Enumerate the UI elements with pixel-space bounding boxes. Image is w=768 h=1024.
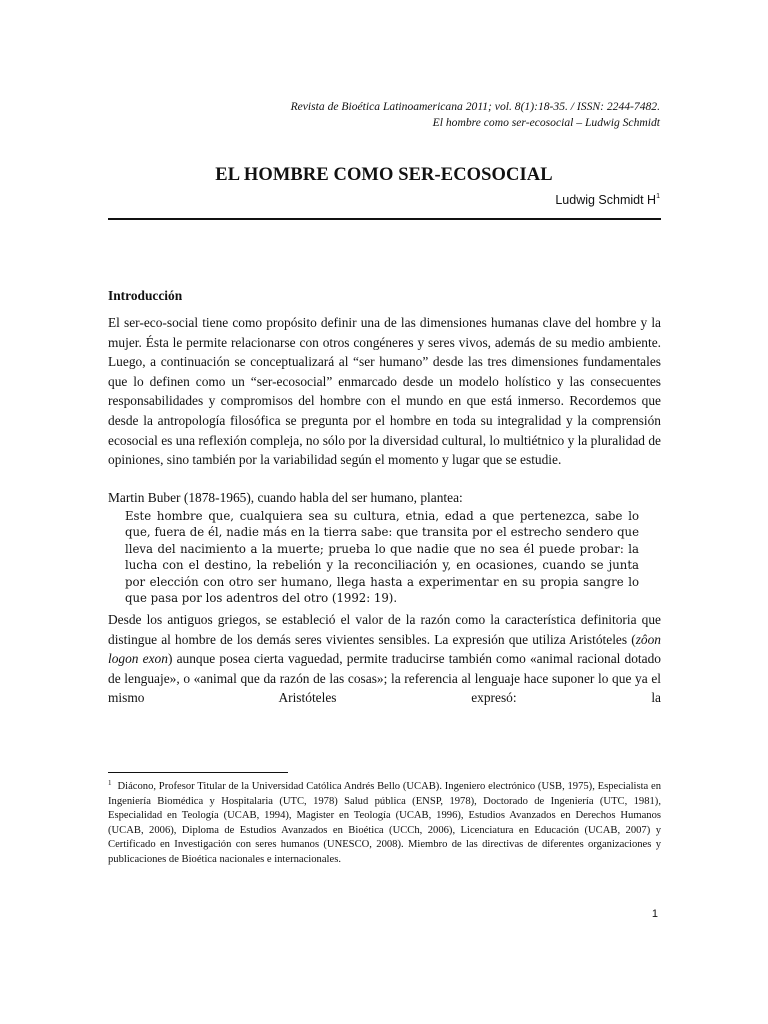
author-footnote-mark[interactable]: 1 (656, 193, 660, 200)
journal-reference: Revista de Bioética Latinoamericana 2011; vol. 8(1):18-35. / ISSN: 2244-7482. (290, 100, 660, 113)
section-heading: Introducción (108, 288, 183, 303)
running-title: El hombre como ser-ecosocial – Ludwig Schmidt (432, 116, 660, 129)
page-number: 1 (651, 908, 658, 920)
article-title: EL HOMBRE COMO SER-ECOSOCIAL (215, 165, 553, 185)
block-quote: Este hombre que, cualquiera sea su cultura, etnia, edad a que pertenezca, sabe lo que, fuera de él, nadie más en la tierra sabe: que transita por el estrecho sendero que lleva del nacimiento a la muerte; prueba lo que nadie que no sea él puede probar: la lucha con el destino, la rebelión y la reconciliación y, en ocasiones, cuando se junta por elección con otro ser humano, llega hasta a experimentar en su propia sangre lo que pasa por los adentros del otro (1992: 19). (125, 509, 639, 606)
paragraph-aristotle-start: Desde los antiguos griegos, se estableció el valor de la razón como la característica definitoria que distingue al hombre de los demás seres vivientes sensibles. La expresión que utiliza Aristóteles ( (108, 612, 661, 647)
footnote-text: Diácono, Profesor Titular de la Universidad Católica Andrés Bello (UCAB). Ingeniero electrónico (USB, 1975), Especialista en Ingeniería Biomédica y Hospitalaria (UTC, 1978) Salud pública (ENSP, 1978), Doctorado de Ingeniería (UTC, 1981), Especialidad en Teología (UCAB, 1994), Magister en Teología (UCAB, 1996), Estudios Avanzados en Derechos Humanos (UCAB, 2006), Diploma de Estudios Avanzados en Bioética (UCCh, 2006), Licenciatura en Educación (UCAB, 2007) y Certificado en Investigación con seres humanos (UNESCO, 2008). Miembro de las directivas de diferentes organizaciones y publicaciones de Bioética nacionales e internacionales. (108, 781, 661, 865)
paragraph-buber: Martin Buber (1878-1965), cuando habla del ser humano, plantea: (108, 490, 463, 505)
greek-term: zôon logon exon (108, 631, 661, 667)
footnote (108, 776, 661, 868)
paragraph-aristotle-end: ) aunque posea cierta vaguedad, permite traducirse también como «animal racional dotado de lenguaje», o «animal que da razón de las cosas»; la referencia al lenguaje hace suponer lo que ya el mismo Aristóteles expresó: la (108, 651, 661, 706)
footnote-divider (108, 772, 288, 773)
journal-header (291, 99, 660, 131)
author-name: Ludwig Schmidt H (555, 193, 657, 207)
footnote-mark: 1 (108, 779, 112, 787)
author-line (555, 193, 660, 207)
paragraph-introduction: El ser-eco-social tiene como propósito definir una de las dimensiones humanas clave del hombre y la mujer. Ésta le permite relacionarse con otros congéneres y seres vivos, además de su medio ambiente. Luego, a continuación se conceptualizará al “ser humano” desde las tres dimensiones fundamentales que lo definen como un “ser-ecosocial” enmarcado desde un modelo holístico y las consecuentes responsabilidades y compromisos del hombre con el mundo en que está inmerso. Recordemos que desde la antropología filosófica se pregunta por el hombre en toda su integralidad y la comprensión ecosocial es una reflexión compleja, no sólo por la diversidad cultural, lo multiétnico y la pluralidad de opiniones, sino también por la variabilidad según el momento y lugar que se estudie. (108, 315, 661, 468)
title-divider (108, 218, 661, 220)
paragraph-aristotle (108, 610, 661, 708)
